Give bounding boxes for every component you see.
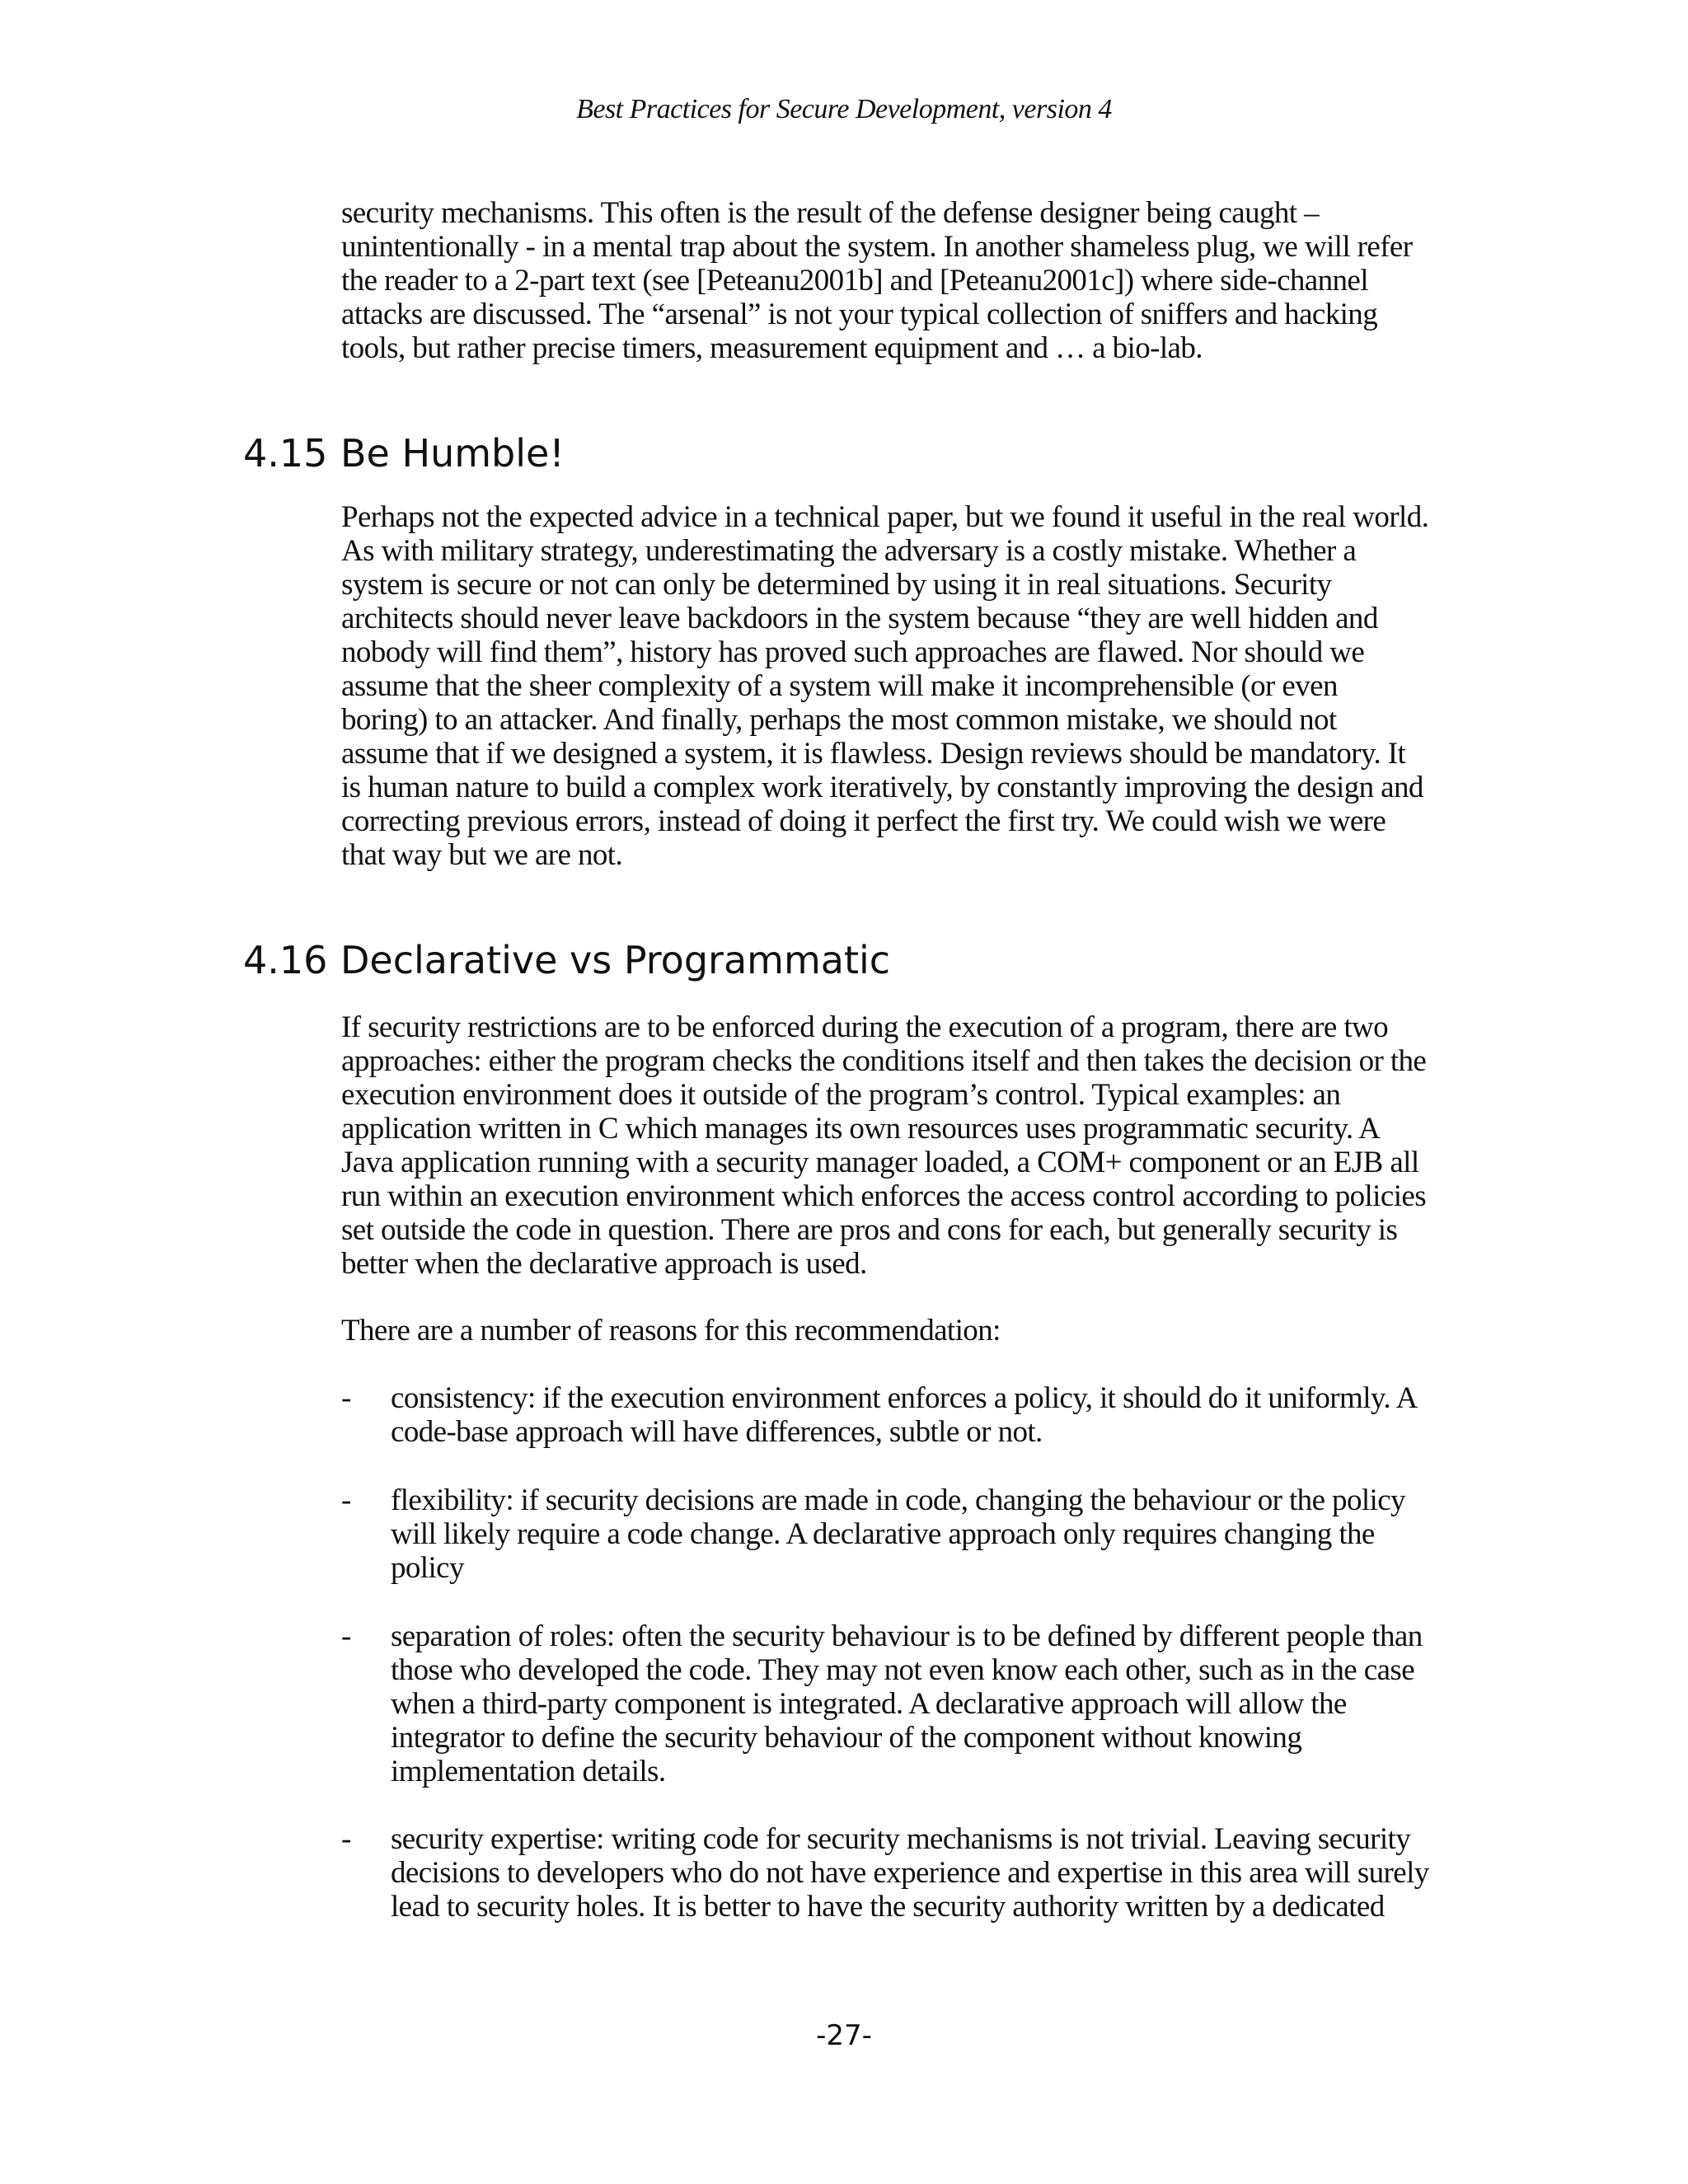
section-heading-4-15 [243, 430, 565, 476]
bullet-marker: - [341, 1483, 351, 1517]
bullet-text: security expertise: writing code for security mechanisms is not trivial. Leaving security decisions to developers who do not have experience and expertise in this area will surely lead to security holes. It is better to have the security authority written by a dedicated [391, 1822, 1429, 1924]
section-number: 4.15 [243, 431, 328, 476]
page-number: -27- [816, 2019, 872, 2052]
section-4-16-lead-in: There are a number of reasons for this recommendation: [341, 1314, 1001, 1347]
section-number: 4.16 [243, 938, 328, 982]
section-4-15-paragraph: Perhaps not the expected advice in a technical paper, but we found it useful in the real world. As with military strategy, underestimating the adversary is a costly mistake. Whether a system is secure or not can only be determined by using it in real situations. Security architects should never leave backdoors in the system because “they are well hidden and nobody will find them”, history has proved such approaches are flawed. Nor should we assume that the sheer complexity of a system will make it incomprehensible (or even boring) to an attacker. And finally, perhaps the most common mistake, we should not assume that if we designed a system, it is flawless. Design reviews should be mandatory. It is human nature to build a complex work iteratively, by constantly improving the design and correcting previous errors, instead of doing it perfect the first try. We could wish we were that way but we are not. [341, 500, 1429, 872]
running-header: Best Practices for Secure Development, version 4 [576, 94, 1112, 124]
bullet-marker: - [341, 1619, 351, 1653]
section-title: Declarative vs Programmatic [340, 938, 891, 982]
section-title: Be Humble! [340, 431, 565, 476]
bullet-text: flexibility: if security decisions are made in code, changing the behaviour or the policy will likely require a code change. A declarative approach only requires changing the policy [391, 1483, 1405, 1585]
bullet-text: consistency: if the execution environment enforces a policy, it should do it uniformly. A code-base approach will have differences, subtle or not. [391, 1381, 1416, 1449]
section-heading-4-16 [243, 937, 890, 983]
bullet-text: separation of roles: often the security behaviour is to be defined by different people than those who developed the code. They may not even know each other, such as in the case when a third-party component is integrated. A declarative approach will allow the integrator to define the security behaviour of the component without knowing implementation details. [391, 1619, 1423, 1788]
bullet-marker: - [341, 1822, 351, 1856]
section-4-16-paragraph: If security restrictions are to be enforced during the execution of a program, there are two approaches: either the program checks the conditions itself and then takes the decision or the execution environment does it outside of the program’s control. Typical examples: an application written in C which manages its own resources uses programmatic security. A Java application running with a security manager loaded, a COM+ component or an EJB all run within an execution environment which enforces the access control according to policies set outside the code in question. There are pros and cons for each, but generally security is better when the declarative approach is used. [341, 1010, 1427, 1281]
intro-paragraph: security mechanisms. This often is the result of the defense designer being caught – unintentionally - in a mental trap about the system. In another shameless plug, we will refer the reader to a 2-part text (see [Peteanu2001b] and [Peteanu2001c]) where side-channel attacks are discussed. The “arsenal” is not your typical collection of sniffers and hacking tools, but rather precise timers, measurement equipment and … a bio-lab. [341, 196, 1413, 365]
bullet-marker: - [341, 1381, 351, 1415]
